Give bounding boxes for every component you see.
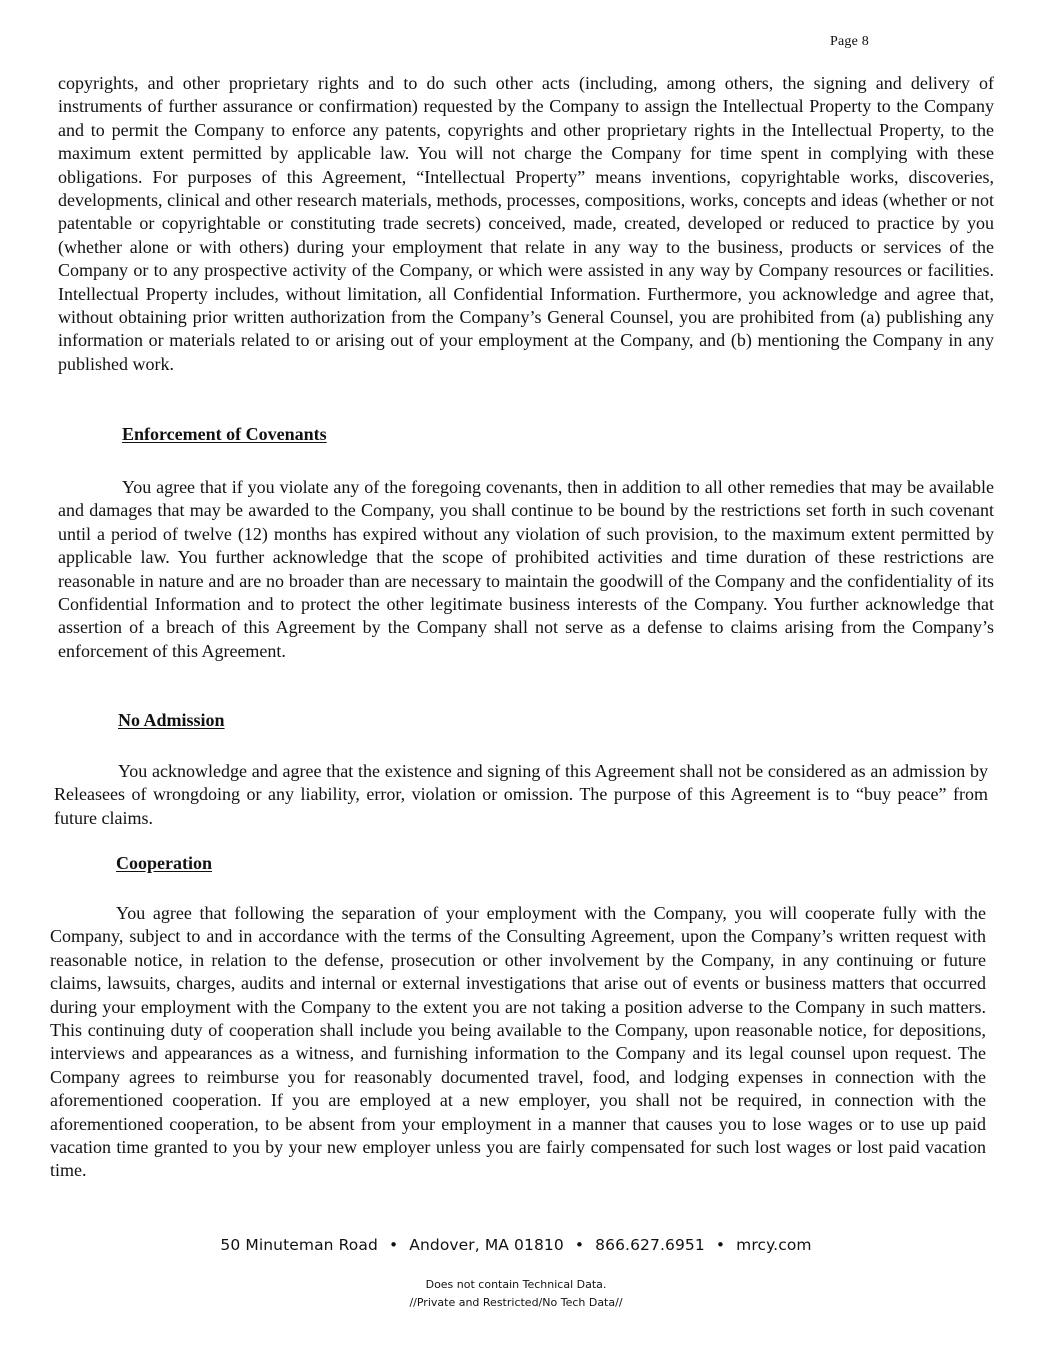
paragraph-no-admission: You acknowledge and agree that the existence and signing of this Agreement shall not be considered as an admission by Releasees of wrongdoing or any liability, error, violation or omission. The purpose of this Agreement is to “buy peace” from future claims. xyxy=(54,761,988,828)
paragraph-intellectual-property: copyrights, and other proprietary rights and to do such other acts (including, among others, the signing and delivery of instruments of further assurance or confirmation) requested by the Company to assign the Intellectual Property to the Company and to permit the Company to enforce any patents, copyrights and other proprietary rights in the Intellectual Property, to the maximum extent permitted by applicable law. You will not charge the Company for time spent in complying with these obligations. For purposes of this Agreement, “Intellectual Property” means inventions, copyrightable works, discoveries, developments, clinical and other research materials, methods, processes, compositions, works, concepts and ideas (whether or not patentable or copyrightable or constituting trade secrets) conceived, made, created, developed or reduced to practice by you (whether alone or with others) during your employment that relate in any way to the business, products or services of the Company or to any prospective activity of the Company, or which were assisted in any way by Company resources or facilities. Intellectual Property includes, without limitation, all Confidential Information. Furthermore, you acknowledge and agree that, without obtaining prior written authorization from the Company’s General Counsel, you are prohibited from (a) publishing any information or materials related to or arising out of your employment at the Company, and (b) mentioning the Company in any published work. xyxy=(58,73,994,374)
footer-city: Andover, MA 01810 xyxy=(409,1236,564,1254)
bullet-separator: • xyxy=(715,1236,726,1254)
footer-notice-line-2: //Private and Restricted/No Tech Data// xyxy=(409,1296,623,1309)
footer-address: 50 Minuteman Road xyxy=(220,1236,378,1254)
footer-contact-line xyxy=(0,1236,1032,1254)
page-number: Page 8 xyxy=(830,34,869,49)
heading-no-admission: No Admission xyxy=(118,710,225,730)
footer-phone: 866.627.6951 xyxy=(595,1236,705,1254)
footer-notice-line-1: Does not contain Technical Data. xyxy=(425,1278,607,1291)
paragraph-cooperation: You agree that following the separation of your employment with the Company, you will cooperate fully with the Company, subject to and in accordance with the terms of the Consulting Agreement, upon the Company’s written request with reasonable notice, in relation to the defense, prosecution or other involvement by the Company, in any continuing or future claims, lawsuits, charges, audits and internal or external investigations that arise out of events or business matters that occurred during your employment with the Company to the extent you are not taking a position adverse to the Company in such matters. This continuing duty of cooperation shall include you being available to the Company, upon reasonable notice, for depositions, interviews and appearances as a witness, and furnishing information to the Company and its legal counsel upon request. The Company agrees to reimburse you for reasonably documented travel, food, and lodging expenses in connection with the aforementioned cooperation. If you are employed at a new employer, you shall not be required, in connection with the aforementioned cooperation, to be absent from your employment in a manner that causes you to lose wages or to use up paid vacation time granted to you by your new employer unless you are fairly compensated for such lost wages or lost paid vacation time. xyxy=(50,903,986,1181)
footer-website: mrcy.com xyxy=(736,1236,812,1254)
bullet-separator: • xyxy=(388,1236,399,1254)
heading-cooperation: Cooperation xyxy=(116,853,212,873)
heading-enforcement-of-covenants: Enforcement of Covenants xyxy=(122,424,327,444)
paragraph-enforcement: You agree that if you violate any of the foregoing covenants, then in addition to all other remedies that may be available and damages that may be awarded to the Company, you shall continue to be bound by the restrictions set forth in such covenant until a period of twelve (12) months has expired without any violation of such provision, to the maximum extent permitted by applicable law. You further acknowledge that the scope of prohibited activities and time duration of these restrictions are reasonable in nature and are no broader than are necessary to maintain the goodwill of the Company and the confidentiality of its Confidential Information and to protect the other legitimate business interests of the Company. You further acknowledge that assertion of a breach of this Agreement by the Company shall not serve as a defense to claims arising from the Company’s enforcement of this Agreement. xyxy=(58,477,994,661)
bullet-separator: • xyxy=(574,1236,585,1254)
